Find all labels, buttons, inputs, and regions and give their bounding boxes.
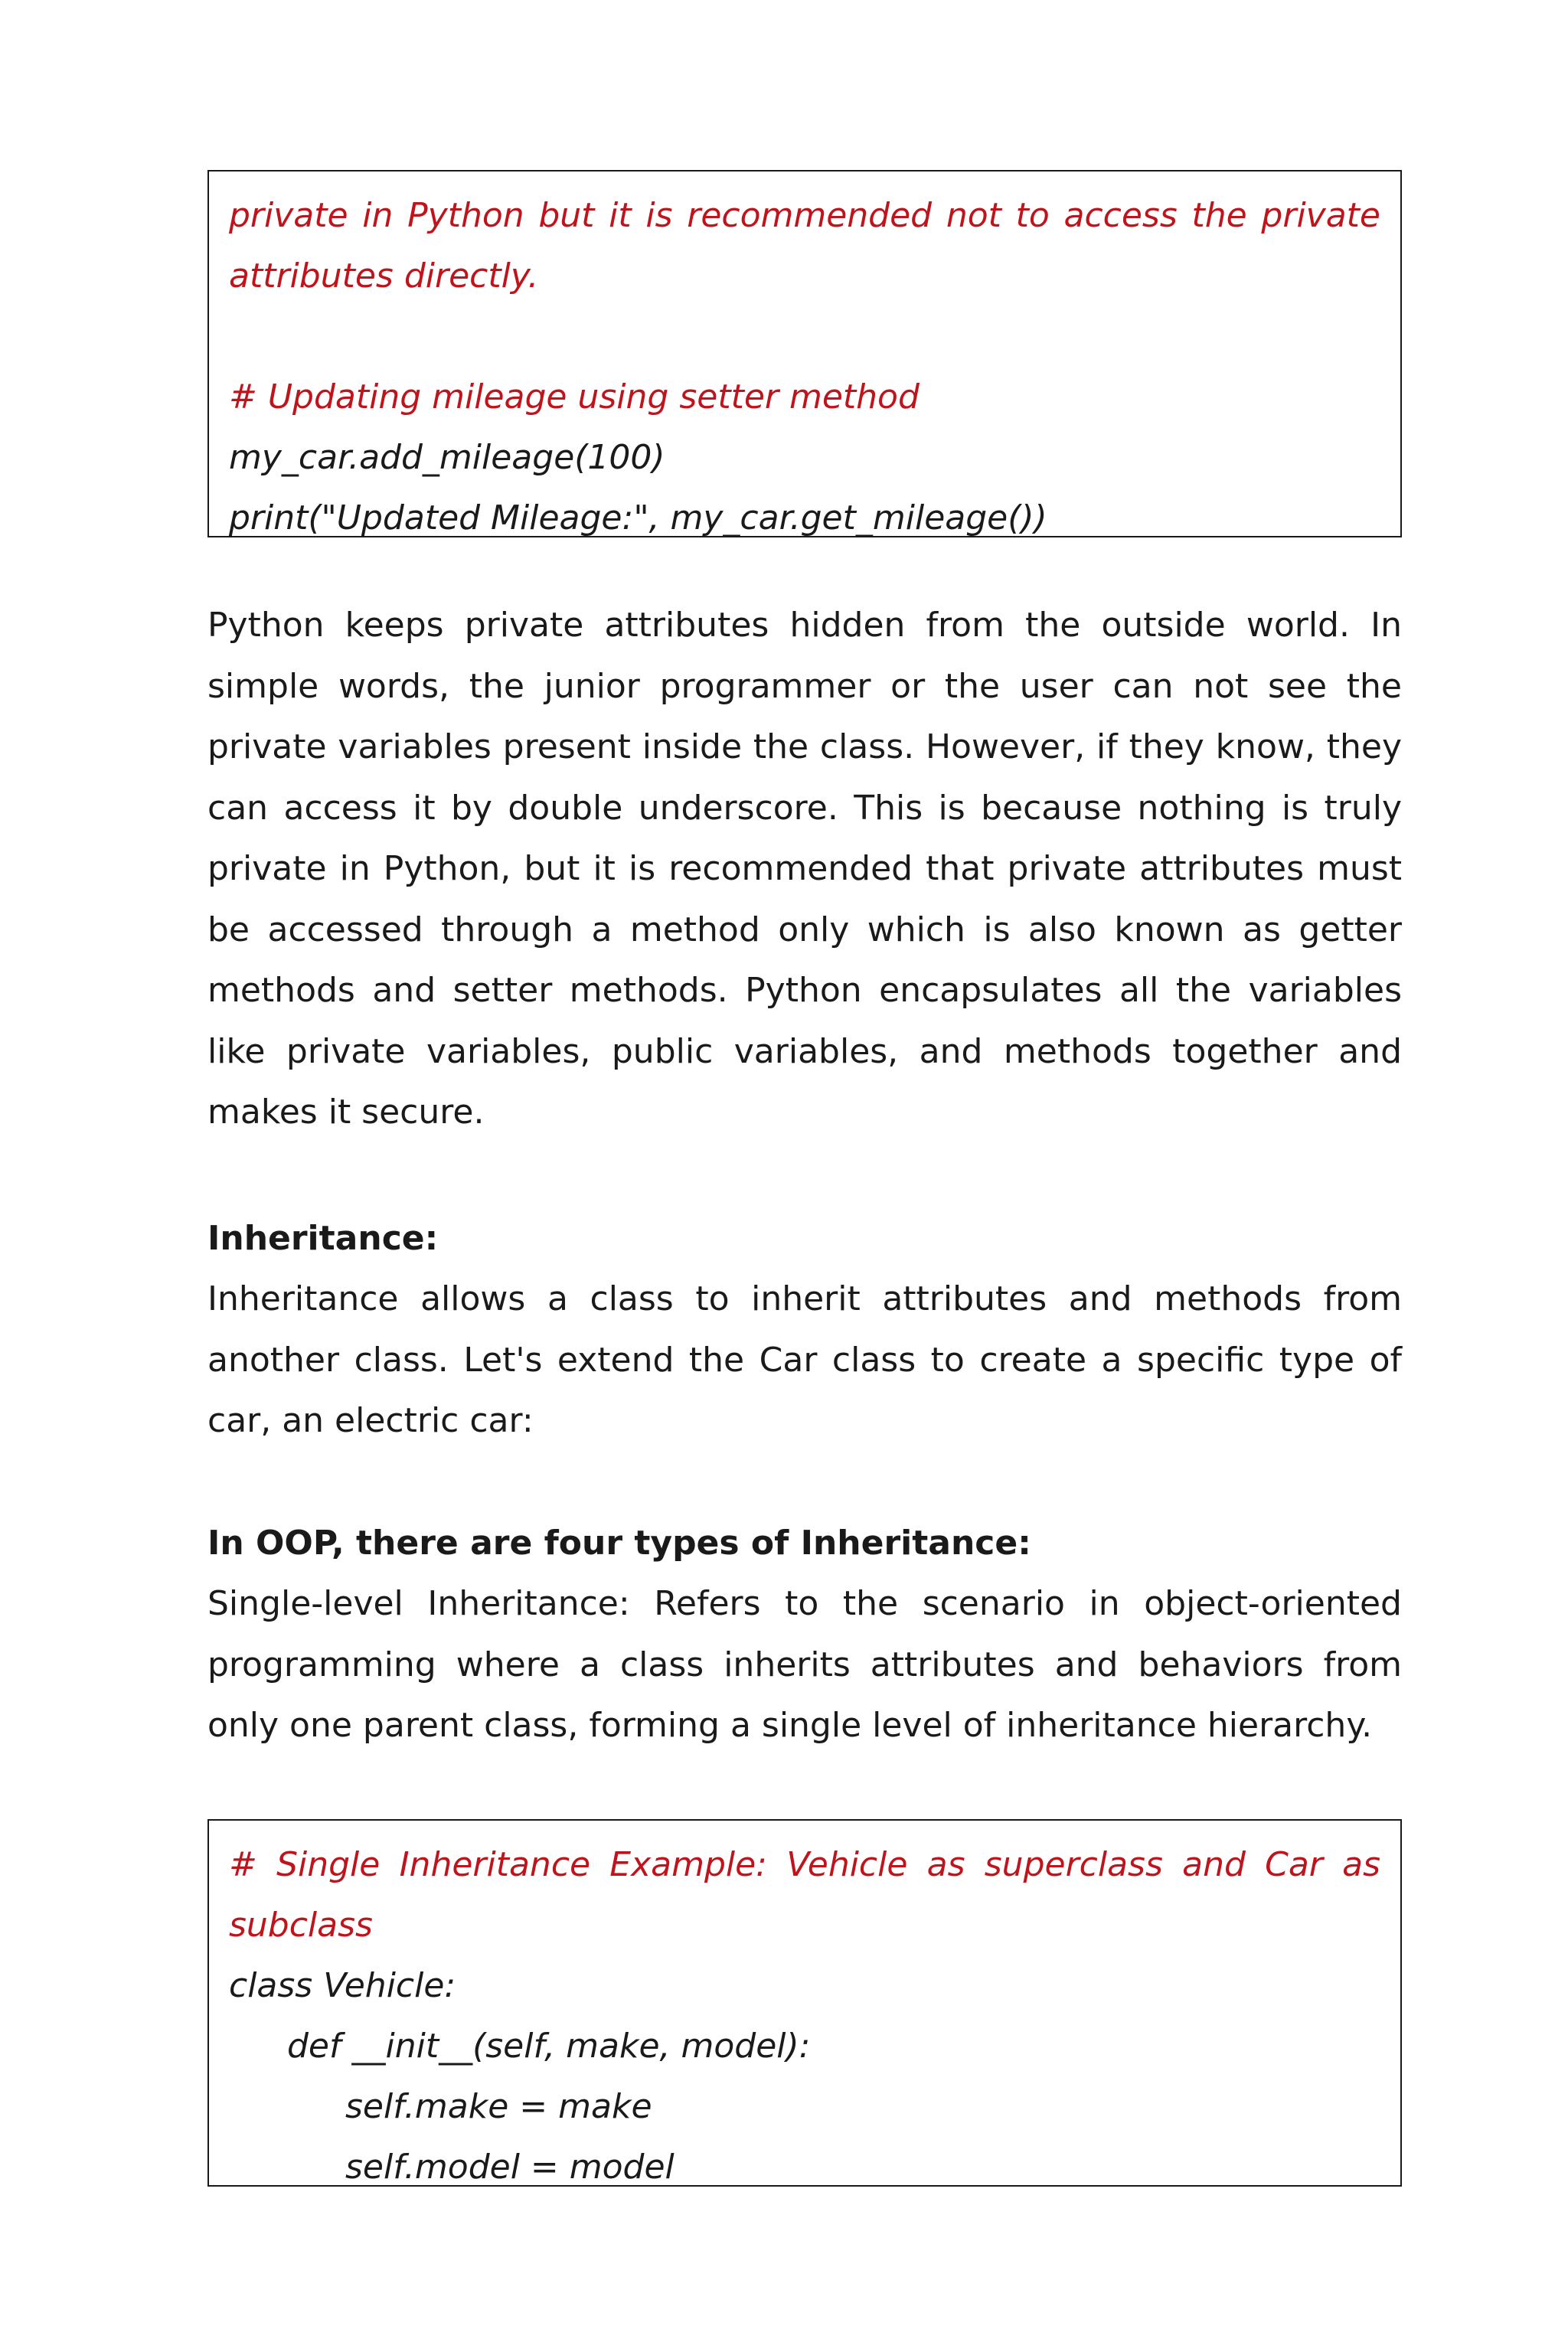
- code-blank-line: [229, 306, 1380, 367]
- code-line-def-init: def __init__(self, make, model):: [287, 2027, 811, 2066]
- heading-inheritance: Inheritance:: [207, 1219, 439, 1258]
- code-comment-private-note: private in Python but it is recommended not to access the private attributes directly.: [229, 196, 1380, 296]
- paragraph-single-level-inheritance: Single-level Inheritance: Refers to the scenario in object-oriented programming where a class inherits attributes and behaviors from only one parent class, forming a single level of inheritance hierarchy.: [207, 1584, 1402, 1745]
- code-line-class-vehicle: class Vehicle:: [229, 1966, 456, 2005]
- code-line-add-mileage: my_car.add_mileage(100): [229, 438, 665, 477]
- paragraph-encapsulation: Python keeps private attributes hidden from the outside world. In simple words, the junior programmer or the user can not see the private variables present inside the class. However, if they know, they can access it by double underscore. This is because nothing is truly private in Python, but it is recommended that private attributes must be accessed through a method only which is also known as getter methods and setter methods. Python encapsulates all the variables like private variables, public variables, and methods together and makes it secure.: [207, 606, 1402, 1132]
- code-line-self-model: self.model = model: [345, 2148, 675, 2187]
- code-line-self-make: self.make = make: [345, 2087, 652, 2126]
- code-comment-single-inheritance: # Single Inheritance Example: Vehicle as superclass and Car as subclass: [229, 1845, 1380, 1945]
- paragraph-inheritance: Inheritance allows a class to inherit attributes and methods from another class. Let's extend the Car class to create a specific type of car, an electric car:: [207, 1279, 1402, 1440]
- code-block-setter-example: [207, 170, 1402, 537]
- code-comment-setter: # Updating mileage using setter method: [229, 377, 920, 416]
- code-line-print-mileage: print("Updated Mileage:", my_car.get_mileage()): [229, 498, 1047, 537]
- heading-inheritance-types: In OOP, there are four types of Inheritance:: [207, 1524, 1031, 1563]
- code-block-single-inheritance: [207, 1819, 1402, 2187]
